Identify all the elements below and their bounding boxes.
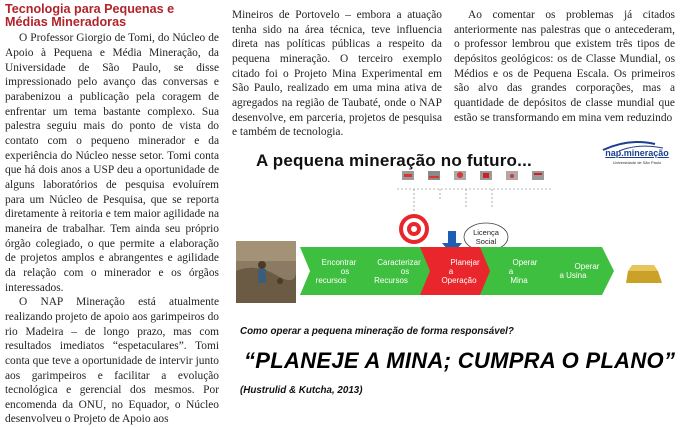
logo-name: nap.mineração (605, 148, 669, 158)
slide-citation: (Hustrulid & Kutcha, 2013) (240, 385, 363, 396)
article-column-1 (5, 3, 219, 427)
article-column-2 (232, 8, 442, 140)
process-steps (300, 247, 615, 295)
gold-bar-icon (624, 263, 664, 287)
step-operate-plant (540, 247, 614, 295)
presentation-slide-figure (232, 139, 675, 403)
paragraph: Mineiros de Portovelo – embora a atuação tenha sido na área técnica, teve influencia direta nas políticas públicas a respeito da pequena mineração. O terceiro exemplo citado foi o Projeto Mina Experimental em São Paulo, realizado em uma mina ativa de agregados na região de Taubaté, onde o NAP desenvolve, em parceria, projetos de pesquisa e também de tecnologia. (232, 9, 442, 139)
step-label: Encontrar (321, 257, 357, 267)
headline-line-2: Médias Mineradoras (5, 15, 127, 30)
paragraph: Ao comentar os problemas já citados anteriormente nas palestras que o antecederam, o professor lembrou que existem três tipos de depósitos geológicos: os de Classe Mundial, os Médios e os de Pequena Escala. Os primeiros são alvo das grandes corporações, mas a quantidade de depósitos de classe mundial que estão se transformando em mina vem reduzindo (454, 9, 675, 124)
license-label-2: Social (475, 237, 497, 246)
stakeholder-icons-row (402, 171, 544, 180)
slide-title: A pequena mineração no futuro... (256, 151, 532, 170)
headline-line-1: Tecnologia para Pequenas e (5, 2, 175, 16)
step-label: Mina (510, 275, 528, 285)
step-label: Operar a (508, 257, 538, 276)
paragraph: O Professor Giorgio de Tomi, do Núcleo de Apoio à Pequena e Média Mineração, da Universidade de São Paulo, se disse impressionado pelo avanço das conversas e parabenizou a publicação pela coragem de enfrentar um tema bastante complexo. Sua palestra seguiu mais do ponto de vista do contato com o pequeno minerador e da experiência do Núcleo nesse setor. Tomi conta que há dois anos a USP deu a oportunidade de alguns laboratórios de pesquisa evoluírem para um Núcleo de Pesquisa, que se reporta diretamente à reitoria e tem maior agilidade na maneira de trabalhar. Tem ainda seu próprio órgão colegiado, o que permite a elaboração de projetos amplos e abrangentes e agilidade da relação com o minerador e os órgãos interessados. (5, 32, 219, 294)
license-label-1: Licença (473, 228, 499, 237)
step-label: Operar a Usina (559, 262, 600, 280)
slide-motto: “PLANEJE A MINA; CUMPRA O PLANO” (244, 348, 675, 373)
mining-photo (236, 241, 296, 303)
article-column-3 (454, 8, 675, 125)
paragraph: O NAP Mineração está atualmente realizando projeto de apoio aos garimpeiros do rio Madeira – de longo prazo, mas com resultados imediatos “espetaculares”. Tomi conta que teve a oportunidade de intervir junto aos garimpeiros e facilitar a evolução tecnológica e gerencial dos mesmos. Por encomenda da ONU, no Equador, o Núcleo desenvolveu o Projeto de Apoio aos (5, 296, 219, 426)
step-label: os Recursos (374, 266, 410, 285)
article-headline (5, 3, 219, 29)
slide-question: Como operar a pequena mineração de forma responsável? (240, 326, 514, 337)
step-label: Operação (441, 275, 477, 285)
step-label: os recursos (315, 266, 350, 285)
logo-subtitle: Universidade de São Paulo (612, 160, 662, 165)
step-label: Caracterizar (377, 257, 421, 267)
target-icon (399, 214, 429, 244)
step-label: Planejar a (448, 257, 480, 276)
